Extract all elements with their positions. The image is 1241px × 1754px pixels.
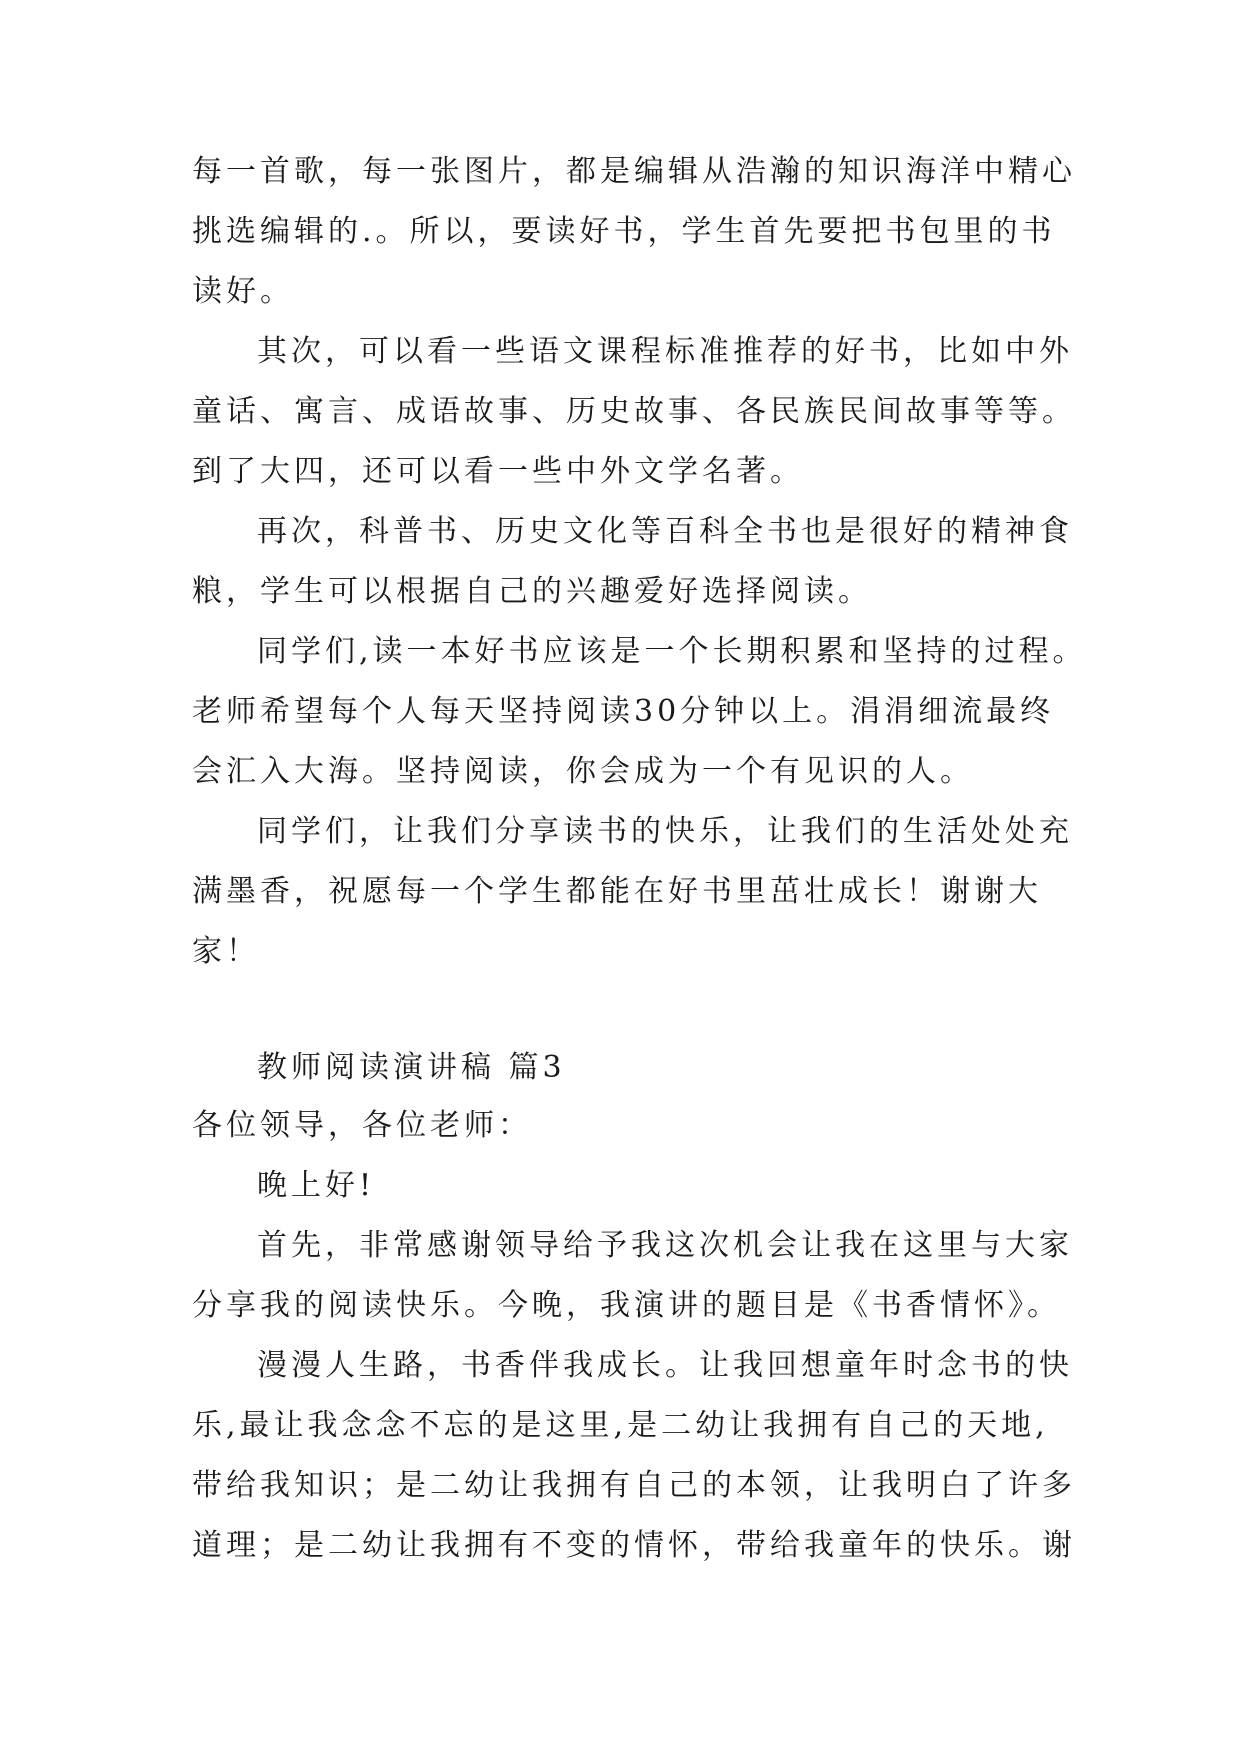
body-text-line: 分享我的阅读快乐。今晚，我演讲的题目是《书香情怀》。: [192, 1288, 1061, 1323]
body-text-line: 满墨香，祝愿每一个学生都能在好书里茁壮成长！谢谢大: [192, 874, 1042, 909]
body-text-line: 到了大四，还可以看一些中外文学名著。: [192, 454, 804, 489]
body-text-line: 挑选编辑的.。所以，要读好书，学生首先要把书包里的书: [192, 214, 1056, 249]
body-text-line: 会汇入大海。坚持阅读，你会成为一个有见识的人。: [192, 754, 974, 789]
body-text-line: 道理；是二幼让我拥有不变的情怀，带给我童年的快乐。谢: [192, 1528, 1076, 1563]
body-text-line: 老师希望每个人每天坚持阅读30分钟以上。涓涓细流最终: [192, 694, 1055, 729]
greeting: 晚上好!: [257, 1168, 376, 1203]
paragraph-first-line: 首先，非常感谢领导给予我这次机会让我在这里与大家: [257, 1228, 1073, 1263]
paragraph-first-line: 同学们，让我们分享读书的快乐，让我们的生活处处充: [257, 814, 1073, 849]
section-title: 教师阅读演讲稿 篇3: [257, 1050, 566, 1085]
paragraph-first-line: 漫漫人生路，书香伴我成长。让我回想童年时念书的快: [257, 1348, 1073, 1383]
body-text-line: 家！: [192, 934, 260, 969]
body-text-line: 乐,最让我念念不忘的是这里,是二幼让我拥有自己的天地,: [192, 1408, 1049, 1443]
body-text-line: 每一首歌，每一张图片，都是编辑从浩瀚的知识海洋中精心: [192, 154, 1076, 189]
paragraph-first-line: 同学们,读一本好书应该是一个长期积累和坚持的过程。: [257, 634, 1087, 669]
paragraph-first-line: 其次，可以看一些语文课程标准推荐的好书，比如中外: [257, 334, 1073, 369]
paragraph-first-line: 再次，科普书、历史文化等百科全书也是很好的精神食: [257, 514, 1073, 549]
body-text-line: 带给我知识；是二幼让我拥有自己的本领，让我明白了许多: [192, 1468, 1076, 1503]
body-text-line: 粮，学生可以根据自己的兴趣爱好选择阅读。: [192, 574, 872, 609]
salutation: 各位领导，各位老师：: [192, 1108, 532, 1143]
body-text-line: 读好。: [192, 274, 294, 309]
body-text-line: 童话、寓言、成语故事、历史故事、各民族民间故事等等。: [192, 394, 1076, 429]
